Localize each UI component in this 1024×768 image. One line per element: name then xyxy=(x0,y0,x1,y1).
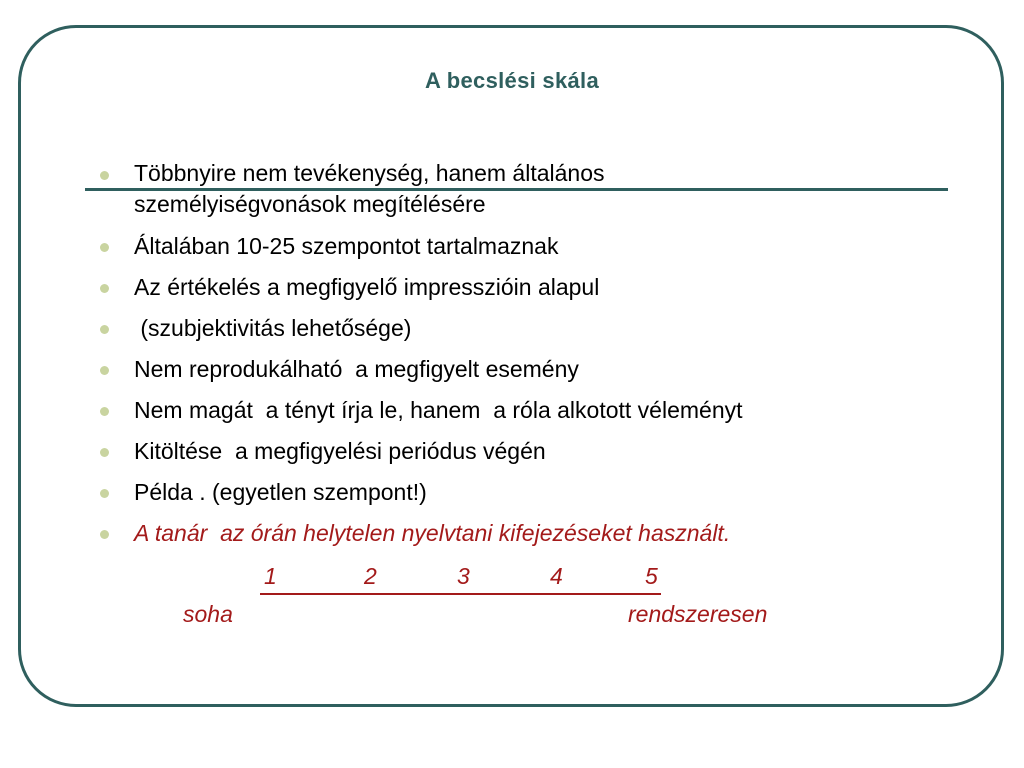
scale-number: 4 xyxy=(550,563,563,589)
bullet-text: Nem magát a tényt írja le, hanem a róla alkotott véleményt xyxy=(134,397,743,423)
bullet-item xyxy=(97,435,743,468)
bullet-item xyxy=(97,271,743,304)
bullet-item xyxy=(97,353,743,386)
rating-scale xyxy=(260,563,661,595)
scale-number: 5 xyxy=(645,563,658,589)
bullet-dot-icon xyxy=(100,284,109,293)
bullet-item-example xyxy=(97,517,743,550)
bullet-text: Nem reprodukálható a megfigyelt esemény xyxy=(134,356,579,382)
bullet-dot-icon xyxy=(100,243,109,252)
bullet-text: Példa . (egyetlen szempont!) xyxy=(134,479,427,505)
bullet-dot-icon xyxy=(100,489,109,498)
bullet-dot-icon xyxy=(100,366,109,375)
bullet-text: (szubjektivitás lehetősége) xyxy=(134,315,412,341)
bullet-item xyxy=(97,394,743,427)
bullet-dot-icon xyxy=(100,325,109,334)
scale-number: 1 xyxy=(264,563,277,589)
scale-high-label: rendszeresen xyxy=(628,601,768,627)
bullet-dot-icon xyxy=(100,171,109,180)
bullet-text: Az értékelés a megfigyelő impresszióin alapul xyxy=(134,274,600,300)
bullet-text: A tanár az órán helytelen nyelvtani kifejezéseket használt. xyxy=(134,520,731,546)
slide-title: A becslési skála xyxy=(425,68,599,93)
scale-number: 3 xyxy=(457,563,470,589)
bullet-dot-icon xyxy=(100,448,109,457)
bullet-item xyxy=(97,312,743,345)
bullet-item xyxy=(97,230,743,263)
bullet-text: Általában 10-25 szempontot tartalmaznak xyxy=(134,233,559,259)
bullet-item xyxy=(97,158,743,220)
bullet-list xyxy=(97,158,743,558)
bullet-text: személyiségvonások megítélésére xyxy=(134,191,486,217)
bullet-item xyxy=(97,476,743,509)
scale-low-label: soha xyxy=(183,601,233,627)
bullet-dot-icon xyxy=(100,407,109,416)
bullet-text: Kitöltése a megfigyelési periódus végén xyxy=(134,438,546,464)
scale-number: 2 xyxy=(364,563,377,589)
bullet-text: Többnyire nem tevékenység, hanem általános xyxy=(134,160,605,186)
bullet-dot-icon xyxy=(100,530,109,539)
